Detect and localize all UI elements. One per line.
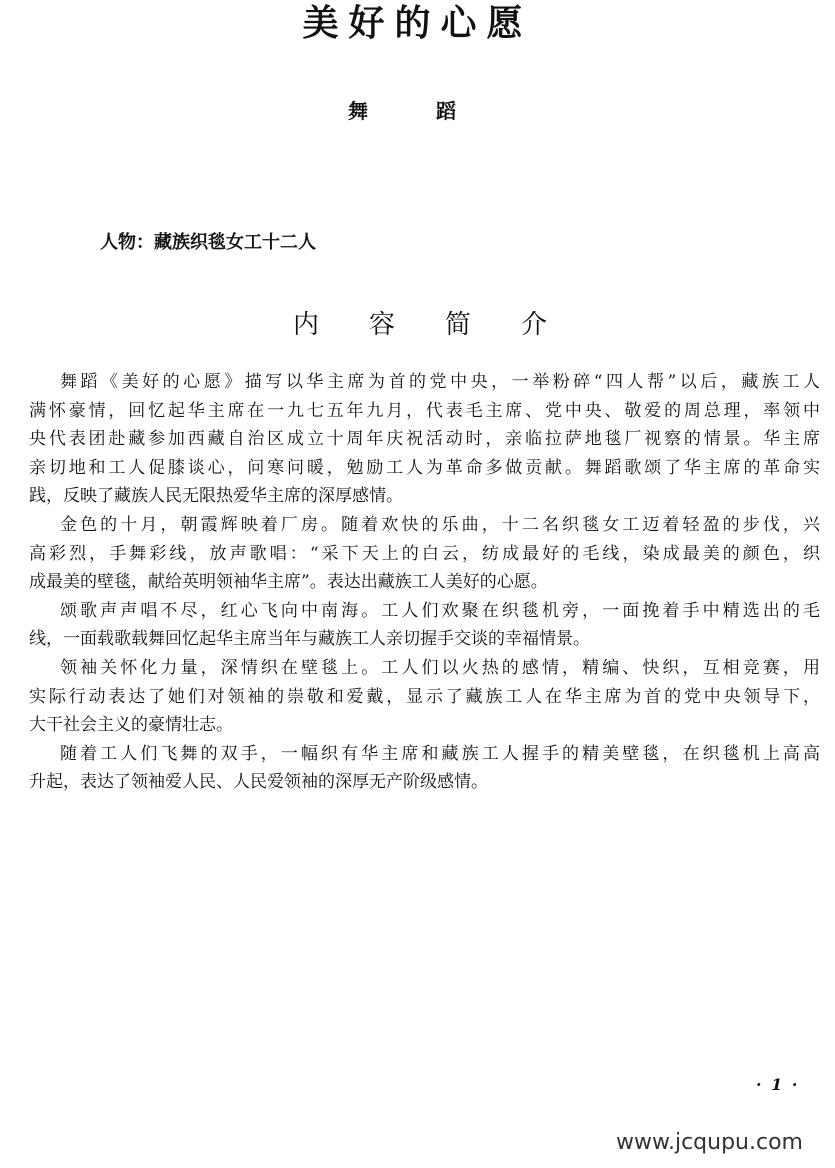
text-line: 成最美的壁毯，献给英明领袖华主席”。表达出藏族工人美好的心愿。 (29, 572, 548, 593)
text-line: 大干社会主义的豪情壮志。 (29, 715, 233, 736)
synopsis-body (29, 368, 820, 797)
paragraph (29, 740, 820, 797)
genre-label: 舞蹈 (348, 99, 524, 123)
text-line: 线，一面载歌载舞回忆起华主席当年与藏族工人亲切握手交谈的幸福情景。 (29, 629, 590, 650)
text-line: 满怀豪情，回忆起华主席在一九七五年九月，代表毛主席、党中央、敬爱的周总理，率领中 (29, 400, 820, 421)
paragraph (29, 597, 820, 654)
paragraph (29, 654, 820, 740)
page-number: · 1 · (756, 1075, 800, 1094)
text-line: 央代表团赴藏参加西藏自治区成立十周年庆祝活动时，亲临拉萨地毯厂视察的情景。华主席 (29, 429, 820, 450)
section-heading: 内容简介 (293, 310, 598, 340)
text-line: 高彩烈，手舞彩线，放声歌唱：“采下天上的白云，纺成最好的毛线，染成最美的颜色，织 (29, 543, 820, 564)
watermark: www.jcqupu.com (616, 1130, 803, 1155)
text-line: 实际行动表达了她们对领袖的崇敬和爱戴，显示了藏族工人在华主席为首的党中央领导下， (29, 686, 820, 707)
text-line: 随着工人们飞舞的双手，一幅织有华主席和藏族工人握手的精美壁毯，在织毯机上高高 (60, 743, 820, 764)
document-title: 美好的心愿 (302, 3, 533, 44)
text-line: 领袖关怀化力量，深情织在壁毯上。工人们以火热的感情，精编、快织，互相竞赛，用 (60, 657, 820, 678)
text-line: 升起，表达了领袖爱人民、人民爱领袖的深厚无产阶级感情。 (29, 772, 488, 793)
text-line: 颂歌声声唱不尽，红心飞向中南海。工人们欢聚在织毯机旁，一面挽着手中精选出的毛 (60, 600, 820, 621)
text-line: 金色的十月，朝霞辉映着厂房。随着欢快的乐曲，十二名织毯女工迈着轻盈的步伐，兴 (60, 514, 820, 535)
characters-line: 人物：藏族织毯女工十二人 (100, 232, 316, 253)
paragraph (29, 511, 820, 597)
text-line: 亲切地和工人促膝谈心，问寒问暖，勉励工人为革命多做贡献。舞蹈歌颂了华主席的革命实 (29, 457, 820, 478)
text-line: 舞蹈《美好的心愿》描写以华主席为首的党中央，一举粉碎“四人帮”以后，藏族工人 (60, 372, 820, 392)
paragraph (29, 368, 820, 511)
text-line: 践，反映了藏族人民无限热爱华主席的深厚感情。 (29, 486, 403, 507)
